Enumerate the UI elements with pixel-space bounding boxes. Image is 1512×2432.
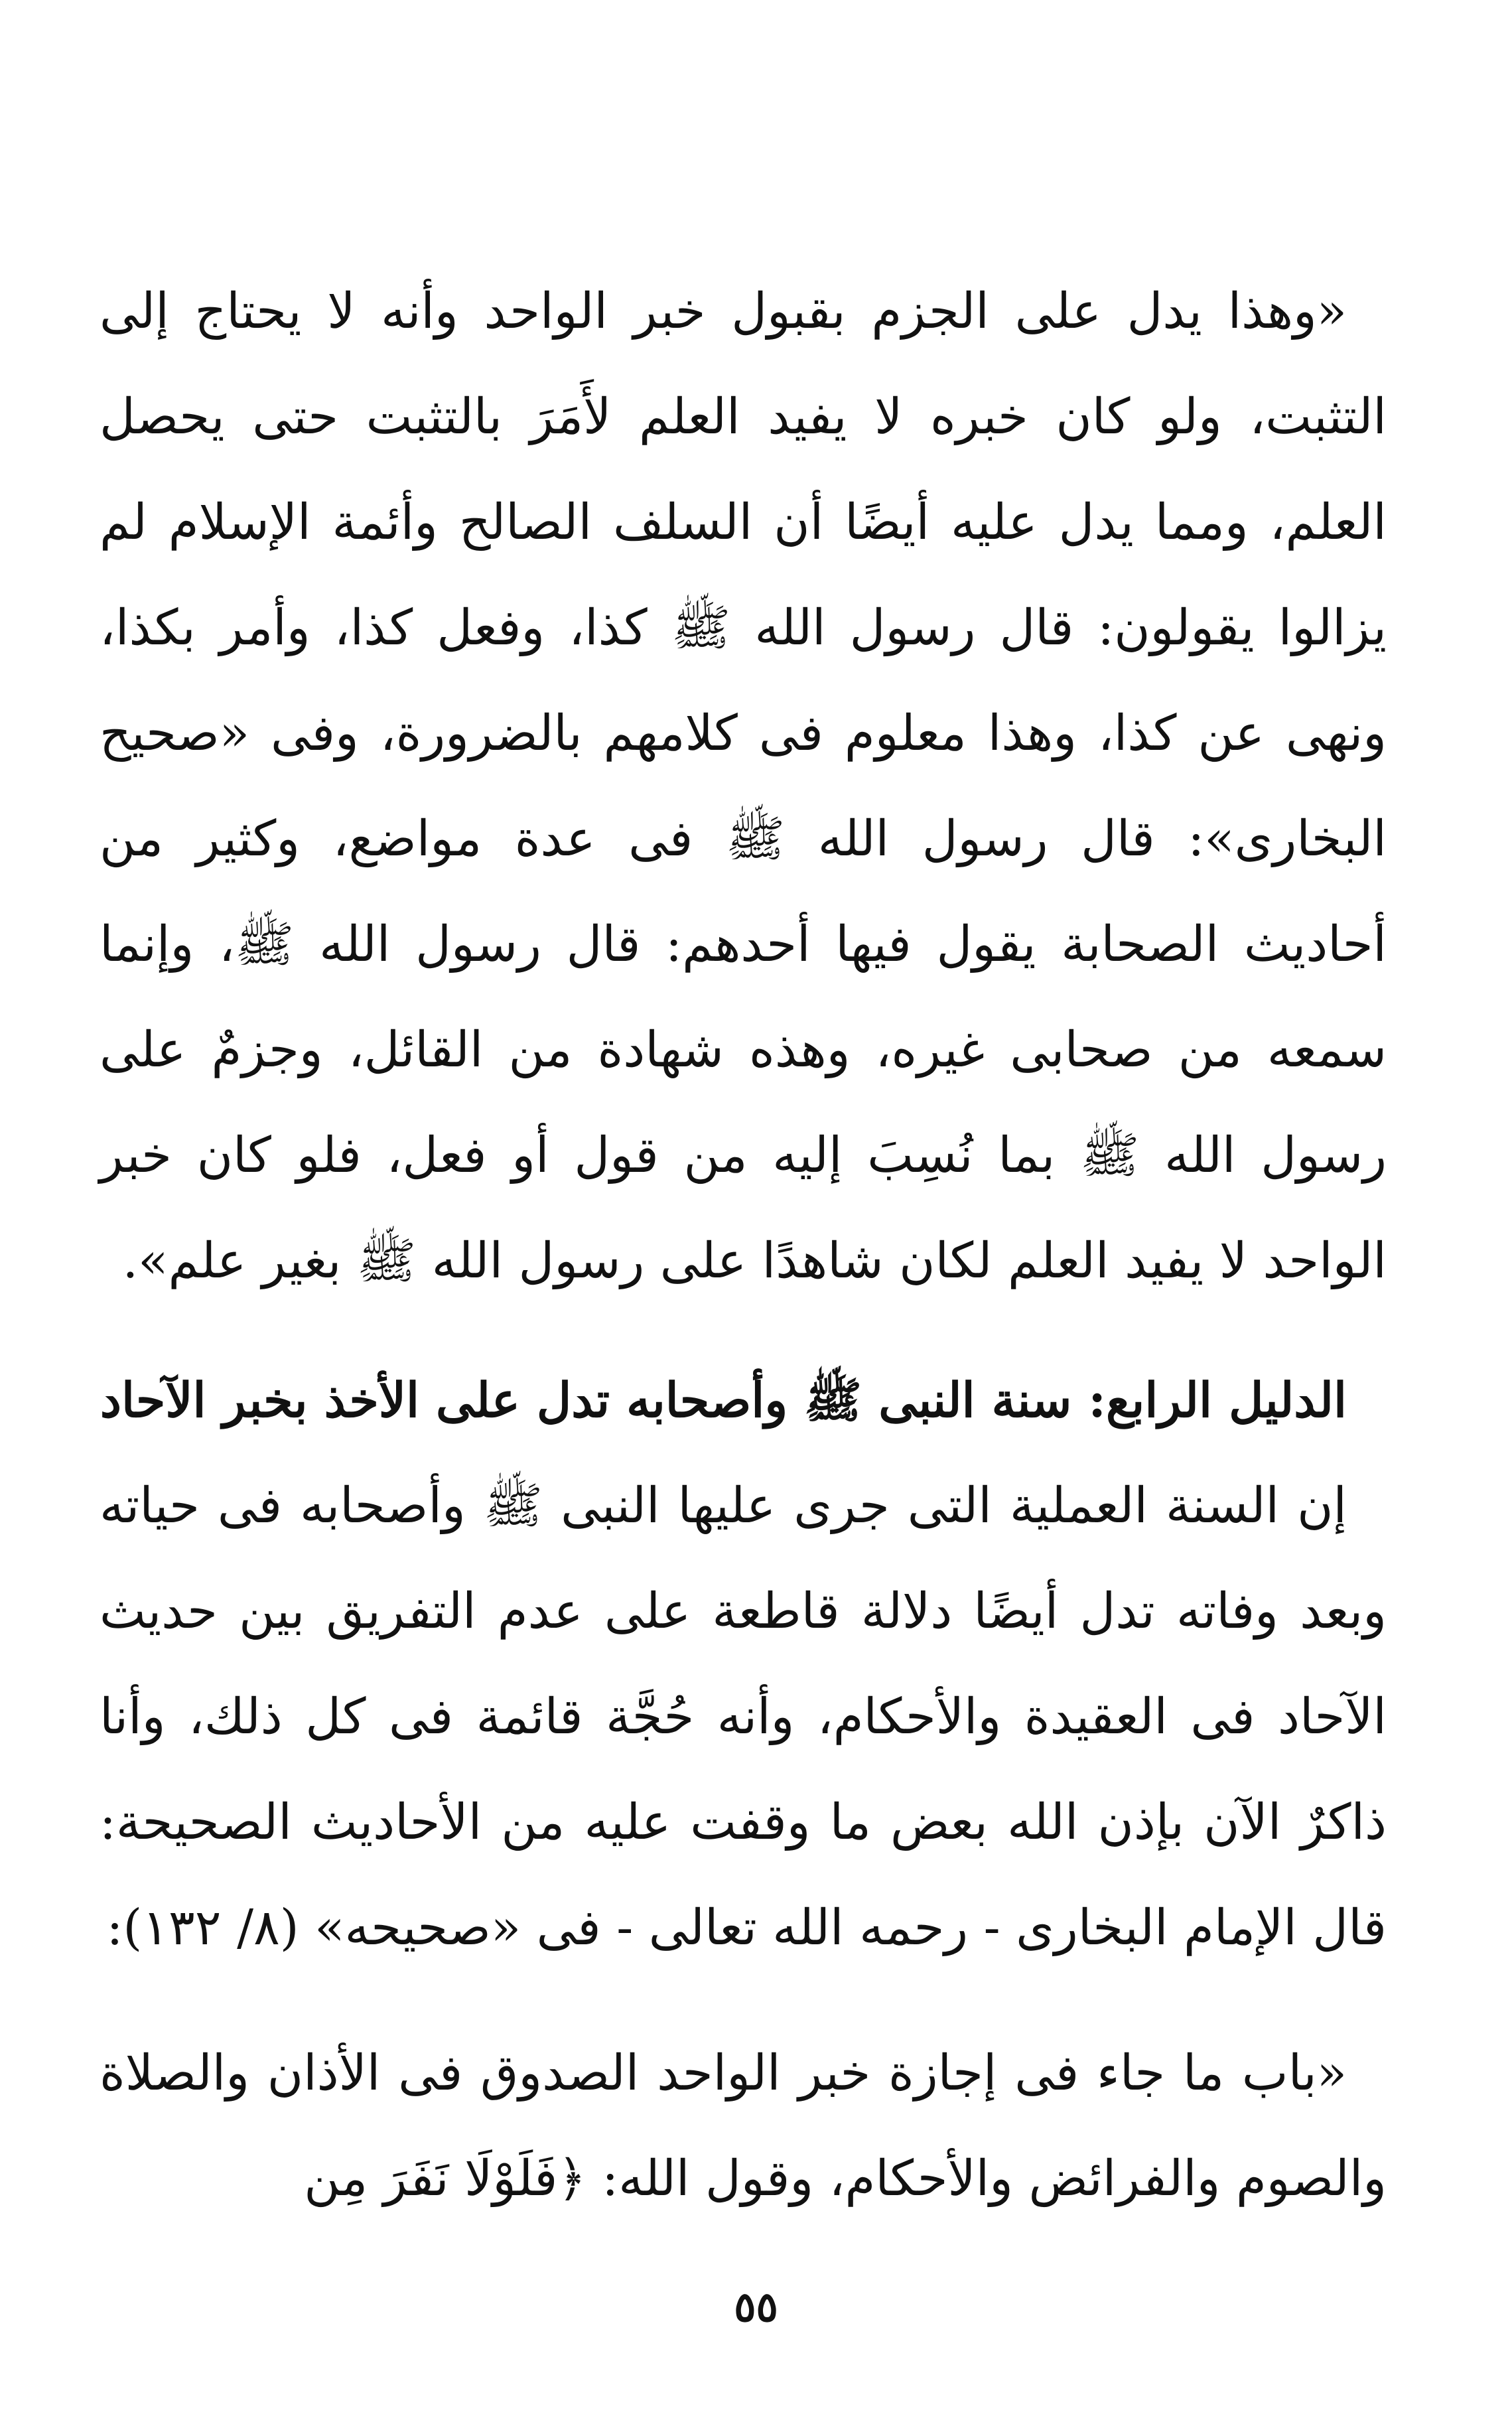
body-paragraph: إن السنة العملية التى جرى عليها النبى ﷺ وأصحابه فى حياته وبعد وفاته تدل أيضًا دلالة قاطعة على عدم التفريق بين حديث الآحاد فى العقيدة والأحكام، وأنه حُجَّة قائمة فى كل ذلك، وأنا ذاكرٌ الآن بإذن الله بعض ما وقفت عليه من الأحاديث الصحيحة: قال الإمام البخارى - رحمه الله تعالى - فى «صحيحه» (٨/ ١٣٢): <box>100 1477 1387 1956</box>
section-heading: الدليل الرابع: سنة النبى ﷺ وأصحابه تدل على الأخذ بخبر الآحاد <box>100 1372 1347 1428</box>
spacer <box>100 1447 1387 1453</box>
quote-paragraph: «وهذا يدل على الجزم بقبول خبر الواحد وأنه لا يحتاج إلى التثبت، ولو كان خبره لا يفيد العلم لأَمَرَ بالتثبت حتى يحصل العلم، ومما يدل عليه أيضًا أن السلف الصالح وأئمة الإسلام لم يزالوا يقولون: قال رسول الله ﷺ كذا، وفعل كذا، وأمر بكذا، ونهى عن كذا، وهذا معلوم فى كلامهم بالضرورة، وفى «صحيح البخارى»: قال رسول الله ﷺ فى عدة مواضع، وكثير من أحاديث الصحابة يقول فيها أحدهم: قال رسول الله ﷺ، وإنما سمعه من صحابى غيره، وهذه شهادة من القائل، وجزمٌ على رسول الله ﷺ بما نُسِبَ إليه من قول أو فعل، فلو كان خبر الواحد لا يفيد العلم لكان شاهدًا على رسول الله ﷺ بغير علم». <box>100 283 1387 1289</box>
page-number: ٥٥ <box>734 2283 778 2331</box>
spacer <box>100 1314 1387 1354</box>
quote-paragraph-continued: «باب ما جاء فى إجازة خبر الواحد الصدوق فى الأذان والصلاة والصوم والفرائض والأحكام، وقول الله: ﴿فَلَوْلَا نَفَرَ مِن <box>100 2044 1387 2207</box>
spacer <box>100 1981 1387 2021</box>
page-body <box>100 259 1387 2232</box>
